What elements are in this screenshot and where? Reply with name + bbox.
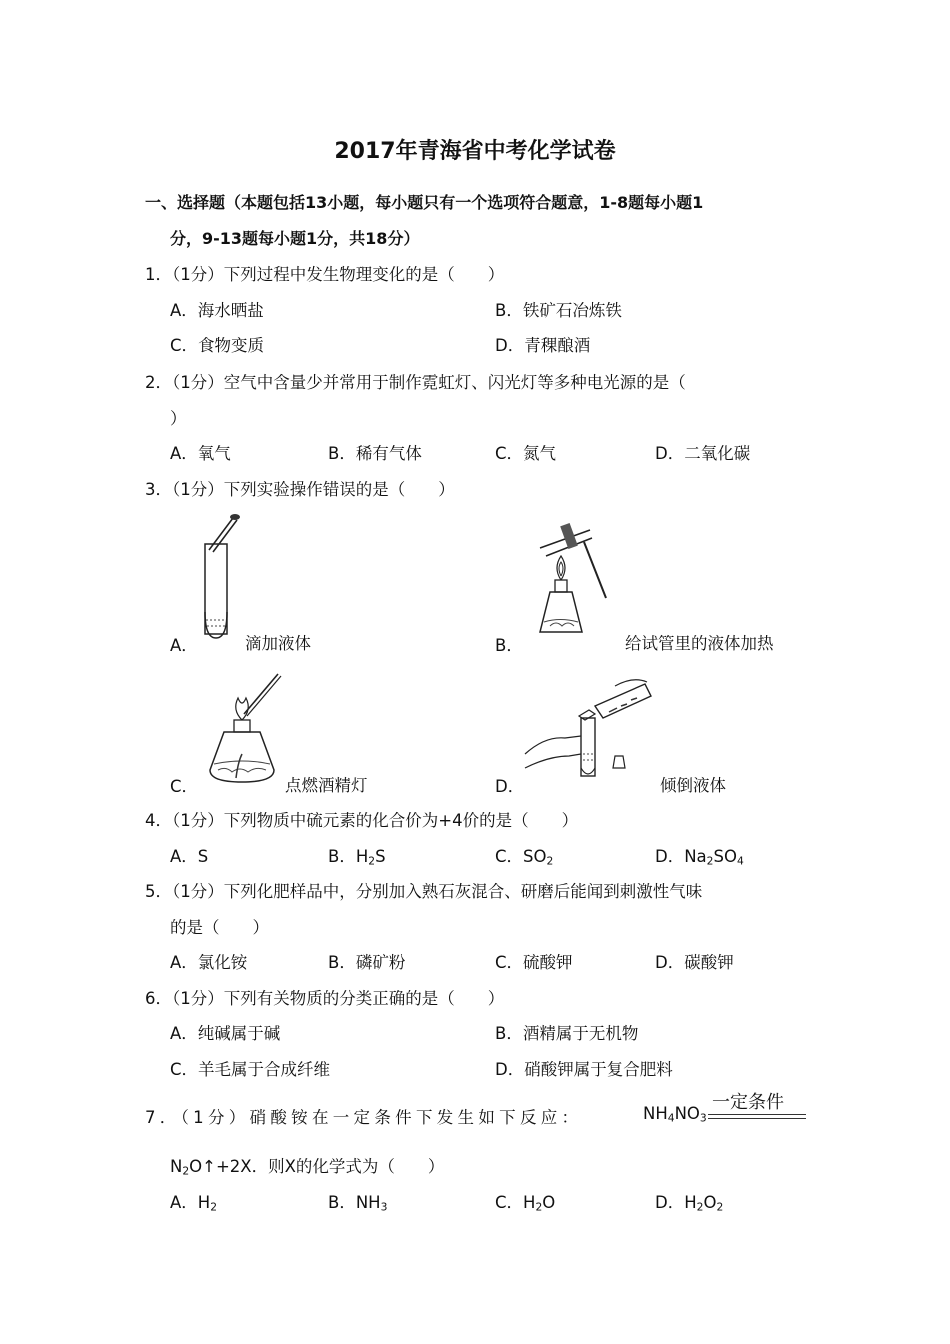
question-7-stem: 7．（1分）硝酸铵在一定条件下发生如下反应： [145, 1108, 583, 1127]
q3-option-a-label: 滴加液体 [245, 634, 311, 653]
question-5-stem-line1: 5．（1分）下列化肥样品中，分别加入熟石灰混合、研磨后能闻到刺激性气味 [145, 882, 703, 901]
q6-option-b: B．酒精属于无机物 [495, 1024, 639, 1043]
section-heading-line2: 分，9-13题每小题1分，共18分） [170, 229, 420, 248]
question-4-stem: 4．（1分）下列物质中硫元素的化合价为+4价的是（ ） [145, 811, 579, 830]
q3-option-a-letter: A． [170, 636, 198, 655]
q4-option-a: A．S [170, 847, 209, 866]
q7-condition: 一定条件 [712, 1092, 784, 1113]
question-3-stem: 3．（1分）下列实验操作错误的是（ ） [145, 480, 455, 499]
q3-option-d-letter: D． [495, 777, 525, 796]
q2-option-a: A．氧气 [170, 444, 231, 463]
section-heading-line1: 一、选择题（本题包括13小题，每小题只有一个选项符合题意，1-8题每小题1 [145, 193, 704, 212]
q1-option-a: A．海水晒盐 [170, 301, 264, 320]
q5-option-a: A．氯化铵 [170, 953, 248, 972]
question-1-stem: 1．（1分）下列过程中发生物理变化的是（ ） [145, 265, 505, 284]
q3-option-b-label: 给试管里的液体加热 [625, 634, 774, 653]
dropper-test-tube-image [195, 512, 245, 642]
q6-option-a: A．纯碱属于碱 [170, 1024, 281, 1043]
q7-option-d: D．$H_2O_2$ [655, 1193, 724, 1214]
question-2-stem-line1: 2．（1分）空气中含量少并常用于制作霓虹灯、闪光灯等多种电光源的是（ [145, 373, 686, 392]
q5-option-c: C．硫酸钾 [495, 953, 573, 972]
q1-option-d: D．青稞酿酒 [495, 336, 591, 355]
q2-option-d: D．二氧化碳 [655, 444, 751, 463]
q2-option-b: B．稀有气体 [328, 444, 422, 463]
question-5-stem-line2: 的是（ ） [170, 918, 269, 937]
q1-option-c: C．食物变质 [170, 336, 265, 355]
q3-option-c-label: 点燃酒精灯 [285, 776, 368, 795]
q5-option-b: B．磷矿粉 [328, 953, 406, 972]
pouring-liquid-image [525, 676, 655, 781]
question-2-stem-line2: ） [170, 409, 187, 428]
q7-equals-line-bottom [708, 1118, 806, 1119]
q2-option-c: C．氮气 [495, 444, 557, 463]
q6-option-c: C．羊毛属于合成纤维 [170, 1060, 331, 1079]
q3-option-c-letter: C． [170, 777, 199, 796]
q4-option-b: B．$H_2S$ [328, 847, 386, 868]
heating-test-tube-image [520, 522, 610, 640]
alcohol-lamp-lighting-image [200, 670, 285, 785]
q4-option-d: D．$Na_2SO_4$ [655, 847, 744, 868]
q1-option-b: B．铁矿石冶炼铁 [495, 301, 622, 320]
q7-reactant: $NH_4NO_3$ [643, 1104, 707, 1125]
q7-option-a: A．$H_2$ [170, 1193, 218, 1214]
q7-equals-line-top [708, 1114, 806, 1115]
question-6-stem: 6．（1分）下列有关物质的分类正确的是（ ） [145, 989, 505, 1008]
q6-option-d: D．硝酸钾属于复合肥料 [495, 1060, 673, 1079]
q7-option-c: C．$H_2O$ [495, 1193, 556, 1214]
page-title: 2017年青海省中考化学试卷 [334, 139, 616, 164]
q7-option-b: B．$NH_3$ [328, 1193, 388, 1214]
q3-option-b-letter: B． [495, 636, 523, 655]
q4-option-c: C．$SO_2$ [495, 847, 554, 868]
q5-option-d: D．碳酸钾 [655, 953, 734, 972]
q3-option-d-label: 倾倒液体 [660, 776, 726, 795]
question-7-stem-line2: $N_2O↑+2X$．则X的化学式为（ ） [170, 1157, 445, 1178]
